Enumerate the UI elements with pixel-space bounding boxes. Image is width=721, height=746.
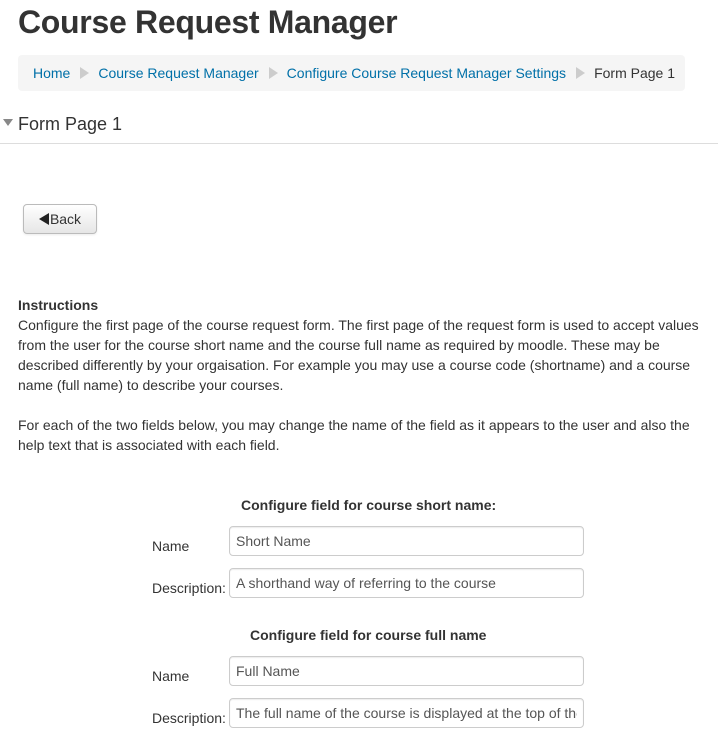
short-name-description-label: Description: — [152, 580, 226, 596]
breadcrumb — [18, 55, 685, 91]
short-name-name-label: Name — [152, 538, 190, 554]
back-button[interactable] — [23, 204, 97, 234]
instructions-paragraph-2: For each of the two fields below, you may change the name of the field as it appears to the user and also the help text that is associated with each field. — [18, 417, 690, 453]
short-name-name-input[interactable] — [229, 526, 584, 556]
breadcrumb-separator-icon — [576, 67, 585, 79]
full-name-name-label: Name — [152, 668, 190, 684]
short-name-group-heading: Configure field for course short name: — [241, 497, 497, 513]
full-name-name-input[interactable] — [229, 656, 584, 686]
page-title: Course Request Manager — [18, 4, 398, 40]
instructions-paragraph-1: Configure the first page of the course request form. The first page of the request form is used to accept values from the user for the course short name and the course full name as required by moodle. These may be described differently by your orgaisation. For example you may use a course code (shortname) and a course name (full name) to describe your courses. — [18, 317, 699, 393]
section-header[interactable] — [0, 112, 718, 144]
section-title: Form Page 1 — [18, 114, 123, 134]
breadcrumb-current-page: Form Page 1 — [594, 65, 675, 81]
full-name-group-heading: Configure field for course full name — [250, 627, 487, 643]
back-button-label: Back — [49, 211, 82, 227]
breadcrumb-separator-icon — [80, 67, 89, 79]
full-name-description-input[interactable] — [229, 698, 584, 728]
breadcrumb-course-request-manager-link[interactable]: Course Request Manager — [98, 65, 259, 81]
instructions-heading: Instructions — [18, 297, 99, 313]
back-arrow-icon — [39, 213, 49, 225]
short-name-description-input[interactable] — [229, 568, 584, 598]
instructions — [18, 295, 708, 455]
breadcrumb-separator-icon — [269, 67, 278, 79]
breadcrumb-home-link[interactable]: Home — [33, 65, 71, 81]
full-name-description-label: Description: — [152, 710, 226, 726]
collapse-triangle-icon[interactable] — [3, 119, 13, 126]
breadcrumb-settings-link[interactable]: Configure Course Request Manager Settings — [286, 65, 567, 81]
